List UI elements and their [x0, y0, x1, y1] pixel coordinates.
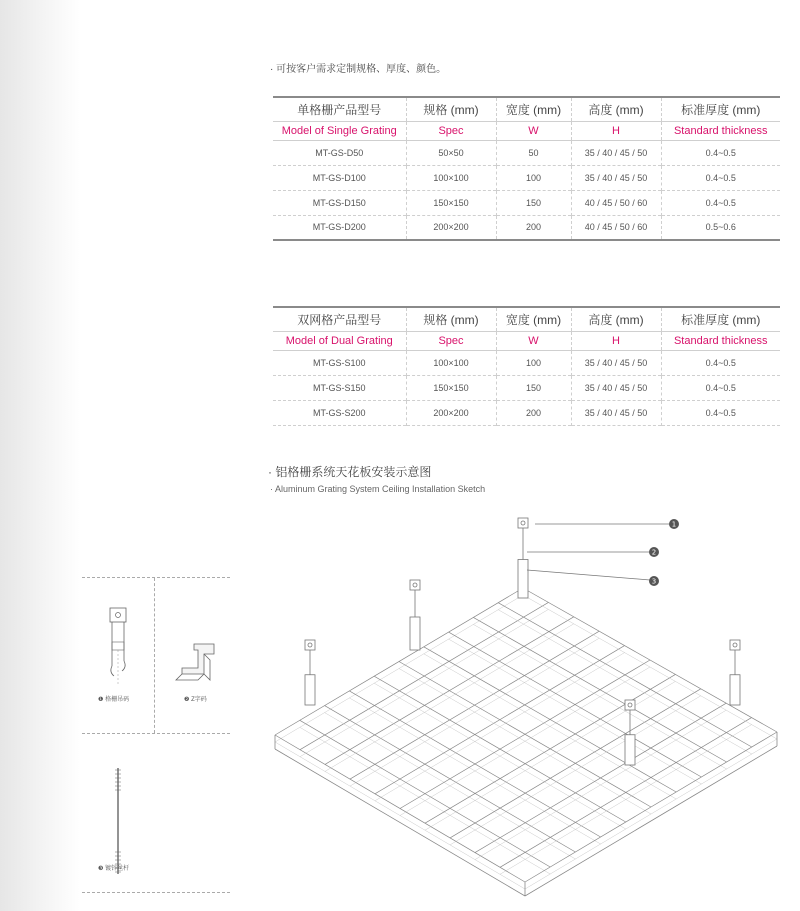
- hanger: [305, 640, 315, 705]
- grating-hanger-illustration: [100, 606, 140, 691]
- cell-height: 35 / 40 / 45 / 50: [571, 375, 661, 400]
- cell-height: 40 / 45 / 50 / 60: [571, 215, 661, 240]
- part-label-3: 镀锌丝杆: [105, 866, 130, 872]
- grid-line: [498, 603, 752, 747]
- header-model: 单格栅产品型号: [273, 97, 406, 121]
- cell-height: 40 / 45 / 50 / 60: [571, 190, 661, 215]
- sketch-title: · 铝格栅系统天花板安装示意图: [268, 465, 432, 479]
- header-en-width: W: [496, 121, 571, 140]
- callout-1: [669, 519, 679, 529]
- grid-line: [523, 588, 777, 732]
- cell-height: 35 / 40 / 45 / 50: [571, 165, 661, 190]
- cell-thickness: 0.4~0.5: [705, 197, 736, 208]
- cell-width: 100: [496, 165, 571, 190]
- hanger-bolt: [521, 521, 525, 525]
- part-number-3: ❸: [98, 866, 104, 872]
- z-clip-illustration: [174, 642, 224, 687]
- hanger-bolt: [733, 643, 737, 647]
- callout-2: [649, 547, 659, 557]
- table-row: [273, 165, 780, 190]
- cell-thickness: 0.4~0.5: [705, 172, 736, 183]
- cell-thickness: 0.4~0.5: [705, 357, 736, 368]
- hanger-clip: [518, 560, 528, 599]
- sketch-subtitle: · Aluminum Grating System Ceiling Installation Sketch: [270, 484, 486, 494]
- part-caption-1: [98, 694, 129, 703]
- grid-line: [449, 639, 702, 784]
- grid-line: [525, 732, 777, 882]
- cell-spec: 200×200: [406, 400, 496, 425]
- cell-thickness: 0.5~0.6: [705, 222, 736, 233]
- grid-line: [525, 739, 777, 889]
- cell-model: MT-GS-D100: [273, 165, 406, 190]
- cell-model: MT-GS-D50: [273, 140, 406, 165]
- cell-height: 35 / 40 / 45 / 50: [571, 350, 661, 375]
- header-en-height: H: [571, 121, 661, 140]
- cell-spec: 50×50: [406, 140, 496, 165]
- cell-width: 50: [496, 140, 571, 165]
- header-model: 双网格产品型号: [273, 307, 406, 331]
- cell-thickness: 0.4~0.5: [705, 382, 736, 393]
- header-en-model: Model of Single Grating: [273, 121, 406, 140]
- table-header-en-row: [273, 121, 780, 140]
- grid-line: [523, 595, 777, 739]
- header-en-width: W: [496, 331, 571, 350]
- table-header-row: [273, 97, 780, 121]
- callout-3: [649, 576, 659, 586]
- installation-sketch: [265, 510, 785, 900]
- parts-legend: [82, 577, 230, 893]
- cell-thickness: 0.4~0.5: [705, 147, 736, 158]
- hanger: [625, 700, 635, 765]
- cell-spec: 100×100: [406, 350, 496, 375]
- callout-2-label: 2: [651, 548, 657, 557]
- table-row: [273, 190, 780, 215]
- part-label-2: Z字码: [191, 697, 207, 703]
- threaded-rod-illustration: [108, 766, 128, 876]
- customization-note: · 可按客户需求定制规格、厚度、颜色。: [270, 64, 447, 75]
- dual-grating-table: [273, 306, 780, 426]
- table-header-en-row: [273, 331, 780, 350]
- cell-height: 35 / 40 / 45 / 50: [571, 400, 661, 425]
- header-height: 高度 (mm): [571, 307, 661, 331]
- single-grating-table: [273, 96, 780, 241]
- hanger-clip: [625, 735, 635, 765]
- table-row: [273, 140, 780, 165]
- cell-spec: 100×100: [406, 165, 496, 190]
- hanger-bolt: [628, 703, 632, 707]
- hanger: [518, 518, 528, 598]
- header-en-thickness: Standard thickness: [673, 124, 768, 137]
- table-row: [273, 215, 780, 240]
- cell-spec: 150×150: [406, 190, 496, 215]
- callout-lines: [527, 524, 670, 580]
- grid-line: [525, 746, 777, 896]
- hanger: [730, 640, 740, 705]
- cell-width: 100: [496, 350, 571, 375]
- cell-spec: 200×200: [406, 215, 496, 240]
- part-label-1: 格栅吊码: [105, 697, 130, 703]
- table-row: [273, 400, 780, 425]
- legend-divider-horizontal: [82, 733, 230, 734]
- cell-model: MT-GS-S100: [273, 350, 406, 375]
- cell-thickness: 0.4~0.5: [705, 407, 736, 418]
- hanger: [410, 580, 420, 650]
- grid-line: [498, 610, 752, 754]
- hangers: [305, 518, 740, 765]
- hanger-clip: [305, 675, 315, 705]
- header-width: 宽度 (mm): [496, 307, 571, 331]
- hanger-bolt: [308, 643, 312, 647]
- grid-line: [449, 632, 702, 777]
- cell-width: 150: [496, 375, 571, 400]
- header-en-spec: Spec: [406, 121, 496, 140]
- part-number-2: ❷: [184, 697, 190, 703]
- header-thickness: 标准厚度 (mm): [681, 312, 761, 327]
- grid-line: [473, 617, 726, 762]
- header-en-spec: Spec: [406, 331, 496, 350]
- callout-3-label: 3: [651, 577, 657, 586]
- table-row: [273, 375, 780, 400]
- callout-1-label: 1: [671, 520, 677, 529]
- header-en-height: H: [571, 331, 661, 350]
- grating-panel: [275, 588, 777, 896]
- table-header-row: [273, 307, 780, 331]
- grid-line: [424, 654, 676, 799]
- header-spec: 规格 (mm): [406, 97, 496, 121]
- part-caption-2: [184, 694, 207, 703]
- hanger-bolt: [413, 583, 417, 587]
- header-thickness: 标准厚度 (mm): [681, 102, 761, 117]
- header-width: 宽度 (mm): [496, 97, 571, 121]
- cell-height: 35 / 40 / 45 / 50: [571, 140, 661, 165]
- cell-width: 200: [496, 215, 571, 240]
- left-gradient-panel: [0, 0, 80, 911]
- cell-spec: 150×150: [406, 375, 496, 400]
- table-row: [273, 350, 780, 375]
- header-en-model: Model of Dual Grating: [273, 331, 406, 350]
- cell-width: 200: [496, 400, 571, 425]
- cell-model: MT-GS-D200: [273, 215, 406, 240]
- part-number-1: ❶: [98, 697, 104, 703]
- header-en-thickness: Standard thickness: [673, 334, 768, 347]
- cell-model: MT-GS-D150: [273, 190, 406, 215]
- cell-model: MT-GS-S200: [273, 400, 406, 425]
- header-height: 高度 (mm): [571, 97, 661, 121]
- grid-line: [473, 624, 726, 769]
- grid-line: [424, 647, 676, 792]
- cell-width: 150: [496, 190, 571, 215]
- part-caption-3: [98, 863, 129, 872]
- legend-divider-vertical: [154, 578, 155, 733]
- cell-model: MT-GS-S150: [273, 375, 406, 400]
- header-spec: 规格 (mm): [406, 307, 496, 331]
- hanger-clip: [410, 617, 420, 650]
- hanger-clip: [730, 675, 740, 705]
